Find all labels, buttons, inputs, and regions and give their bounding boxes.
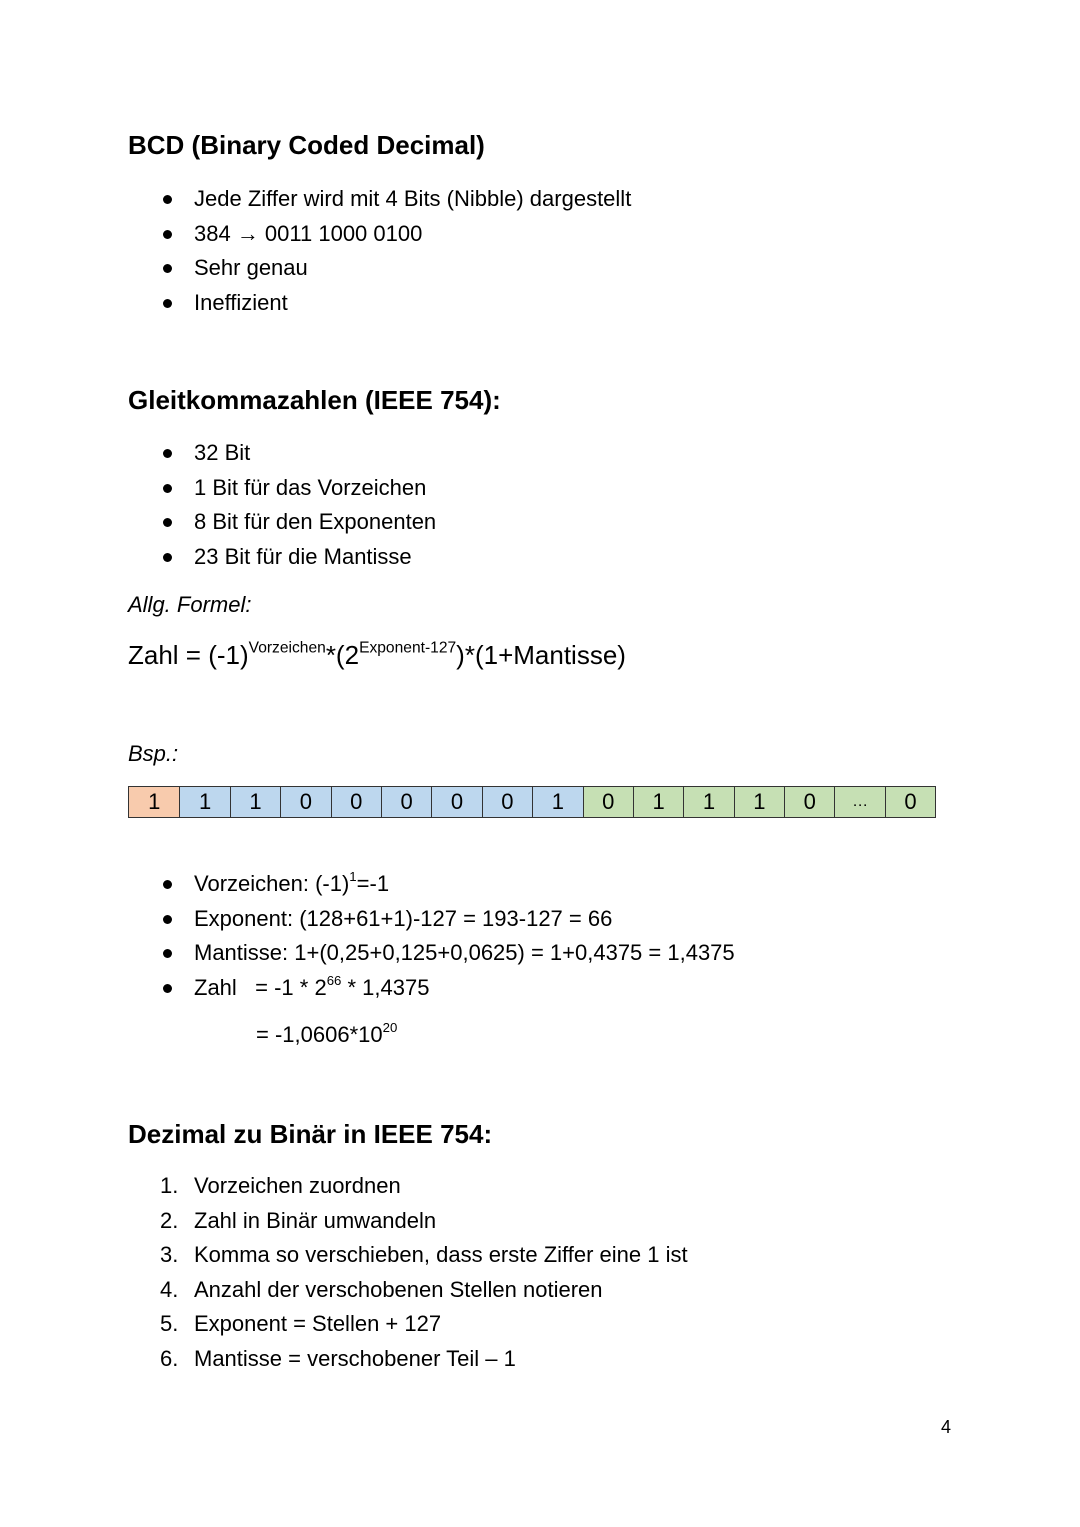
list-item: 2. Zahl in Binär umwandeln	[160, 1207, 437, 1233]
bit-cell: 0	[331, 787, 381, 817]
bit-cell: 1	[734, 787, 784, 817]
example-label: Bsp.:	[128, 741, 179, 766]
float-heading: Gleitkommazahlen (IEEE 754):	[128, 385, 501, 415]
bit-cell: 0	[280, 787, 330, 817]
bit-cell: 1	[179, 787, 229, 817]
bit-cell: 0	[431, 787, 481, 817]
list-item: 1. Vorzeichen zuordnen	[160, 1173, 401, 1198]
bit-cell: 0	[583, 787, 633, 817]
bit-cell: 1	[129, 787, 179, 817]
formula-label: Allg. Formel:	[128, 592, 252, 617]
bit-cell: 0	[381, 787, 431, 817]
bit-cell: 1	[683, 787, 733, 817]
bit-cell: 0	[784, 787, 834, 817]
bit-cell: 0	[482, 787, 532, 817]
list-item: 23 Bit für die Mantisse	[160, 540, 436, 575]
bit-cell: …	[834, 787, 884, 817]
list-item: 6. Mantisse = verschobener Teil – 1	[160, 1345, 516, 1371]
bit-cell: 1	[230, 787, 280, 817]
list-item: 4. Anzahl der verschobenen Stellen notieren	[160, 1276, 603, 1302]
list-item: 384 → 0011 1000 0100	[160, 217, 631, 252]
list-item: Exponent: (128+61+1)-127 = 193-127 = 66	[160, 902, 735, 937]
list-item: 8 Bit für den Exponenten	[160, 505, 436, 540]
bit-cell: 1	[633, 787, 683, 817]
page-number: 4	[941, 1417, 952, 1437]
result-line: = $-1,0606*10^{20}$	[256, 1020, 398, 1047]
float-list	[160, 436, 436, 574]
list-item: Vorzeichen: $(-1)^1=-1$	[160, 867, 735, 902]
bit-cell: 1	[532, 787, 582, 817]
list-item: Jede Ziffer wird mit 4 Bits (Nibble) dargestellt	[160, 182, 631, 217]
list-item: 1 Bit für das Vorzeichen	[160, 471, 436, 506]
example-list	[160, 867, 735, 1005]
list-item: 32 Bit	[160, 436, 436, 471]
bcd-heading: BCD (Binary Coded Decimal)	[128, 130, 485, 160]
list-item: 3. Komma so verschieben, dass erste Ziffer eine 1 ist	[160, 1242, 688, 1268]
bit-cell: 0	[885, 787, 935, 817]
list-item: Sehr genau	[160, 251, 631, 286]
bit-table	[128, 786, 936, 818]
list-item: Ineffizient	[160, 286, 631, 321]
conversion-steps	[160, 1169, 688, 1377]
list-item: Zahl = $-1 * 2^{66} * 1,4375$	[160, 971, 735, 1006]
list-item: Mantisse: 1+(0,25+0,125+0,0625) = 1+0,4375 = 1,4375	[160, 936, 735, 971]
general-formula: Zahl = $(-1)^{Vorzeichen}*(2^{Exponent-127})*(1+Mantisse)$	[128, 639, 626, 670]
conversion-heading: Dezimal zu Binär in IEEE 754:	[128, 1119, 493, 1149]
bcd-list	[160, 182, 631, 320]
list-item: 5. Exponent = Stellen + 127	[160, 1311, 442, 1337]
